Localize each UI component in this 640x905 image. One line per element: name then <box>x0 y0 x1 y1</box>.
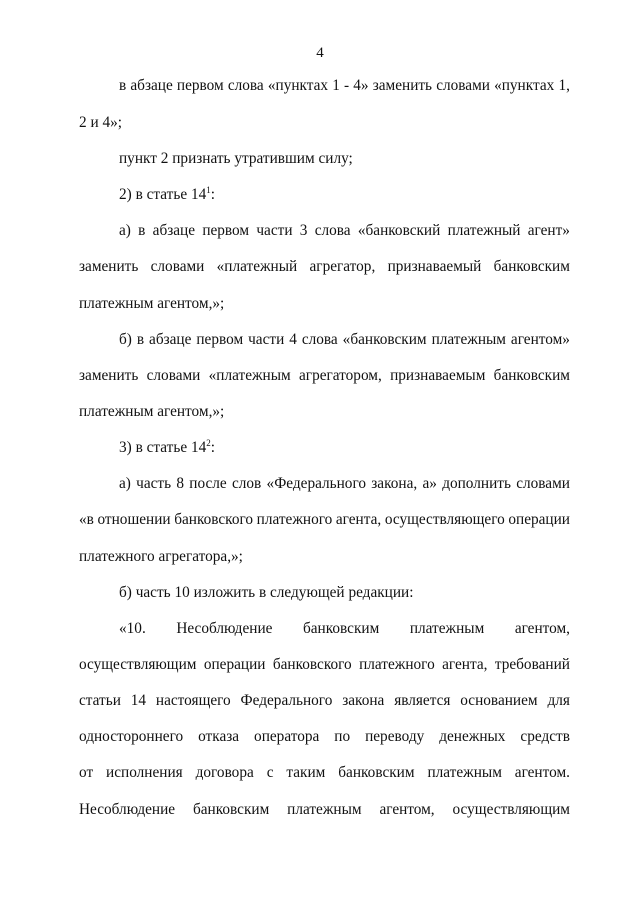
word: настоящего <box>155 692 231 709</box>
text-line <box>79 258 570 276</box>
text-line <box>119 77 570 95</box>
text-line <box>79 728 570 746</box>
word: банковским <box>493 367 570 384</box>
text-line <box>79 801 570 819</box>
word: по <box>334 728 351 745</box>
word: агента, <box>335 511 382 528</box>
word: статьи <box>79 692 121 709</box>
word: агрегатор, <box>309 258 376 275</box>
text-line <box>119 222 570 240</box>
word: заменить <box>79 367 139 384</box>
word: платежным <box>287 801 362 818</box>
word: основанием <box>460 692 538 709</box>
word: таким <box>286 764 326 781</box>
word: а» <box>422 475 437 492</box>
word: в <box>138 222 146 239</box>
word: дополнить <box>442 475 511 492</box>
word: осуществляющего <box>384 511 505 528</box>
word: признаваемый <box>387 258 482 275</box>
word: агентом, <box>514 620 570 637</box>
word: операции <box>203 656 266 673</box>
text-line <box>119 475 570 493</box>
word: «пунктах <box>494 77 555 94</box>
text-line: б) часть 10 изложить в следующей редакции: <box>119 584 414 601</box>
word: закона, <box>371 475 418 492</box>
word: «в <box>79 511 94 528</box>
word: «Федерального <box>266 475 366 492</box>
text-line <box>79 692 570 710</box>
text-line <box>119 620 570 638</box>
text-line <box>79 764 570 782</box>
word: платежным <box>427 764 502 781</box>
word: словами <box>146 367 201 384</box>
word: переводу <box>365 728 425 745</box>
word: части <box>248 331 285 348</box>
text-line: платежного агрегатора,»; <box>79 548 243 565</box>
word: первом <box>202 222 250 239</box>
word: является <box>394 692 451 709</box>
word: платежного <box>256 511 333 528</box>
word: 1, <box>558 77 570 94</box>
word: для <box>547 692 570 709</box>
word: платежным <box>409 620 485 637</box>
word: «пунктах <box>267 77 329 94</box>
word: банковским <box>338 764 415 781</box>
word: закона <box>342 692 385 709</box>
word: часть <box>136 475 172 492</box>
word: первом <box>196 331 244 348</box>
word: средств <box>520 728 570 745</box>
word: 4» <box>353 77 369 94</box>
word: абзаце <box>130 77 173 94</box>
word: Несоблюдение <box>79 801 176 818</box>
text-line: платежным агентом,»; <box>79 403 225 420</box>
word: абзаце <box>152 222 196 239</box>
word: слова <box>227 77 264 94</box>
word: договора <box>195 764 254 781</box>
word: денежных <box>439 728 506 745</box>
word: признаваемым <box>390 367 486 384</box>
word: в <box>119 77 127 94</box>
word: б) <box>119 331 132 348</box>
word: банковским <box>493 258 570 275</box>
word: агентом, <box>379 801 435 818</box>
word: платежный <box>447 222 521 239</box>
text-line <box>79 511 570 529</box>
word: оператора <box>254 728 320 745</box>
word: банковским <box>192 801 270 818</box>
word: отношении <box>97 511 171 528</box>
word: словами <box>436 77 490 94</box>
word: одностороннего <box>79 728 184 745</box>
word: 14 <box>130 692 147 709</box>
word: «10. <box>119 620 146 637</box>
word: с <box>266 764 274 781</box>
word: осуществляющим <box>79 656 197 673</box>
word: агентом. <box>514 764 570 781</box>
word: а) <box>119 222 131 239</box>
word: слов <box>231 475 262 492</box>
word: слова <box>314 222 351 239</box>
word: первом <box>176 77 224 94</box>
word: агент» <box>527 222 570 239</box>
word: 4 <box>289 331 297 348</box>
word: словами <box>150 258 205 275</box>
word: банковского <box>272 656 352 673</box>
word: заменить <box>79 258 139 275</box>
word: «платежным <box>208 367 291 384</box>
word: после <box>189 475 227 492</box>
text-line: 2) в статье $14^1$: <box>119 184 215 203</box>
word: а) <box>119 475 131 492</box>
word: «банковский <box>357 222 441 239</box>
word: 3 <box>299 222 308 239</box>
page-number: 4 <box>316 45 324 61</box>
text-line <box>119 331 570 349</box>
word: абзаце <box>149 331 192 348</box>
word: - <box>344 77 350 94</box>
word: платежным <box>431 331 506 348</box>
text-line: пункт 2 признать утратившим силу; <box>119 150 353 167</box>
word: агрегатором, <box>299 367 382 384</box>
word: 1 <box>332 77 340 94</box>
text-line: 2 и 4»; <box>79 114 123 131</box>
word: Федерального <box>240 692 333 709</box>
text-line: платежным агентом,»; <box>79 295 225 312</box>
word: исполнения <box>106 764 183 781</box>
word: 8 <box>176 475 185 492</box>
text-line <box>79 656 570 674</box>
word: агентом» <box>510 331 570 348</box>
word: «платежный <box>216 258 298 275</box>
word: агента, <box>442 656 488 673</box>
word: требований <box>494 656 570 673</box>
word: банковским <box>302 620 380 637</box>
word: от <box>79 764 94 781</box>
word: операции <box>508 511 570 528</box>
word: платежного <box>359 656 435 673</box>
word: части <box>256 222 293 239</box>
text-line: 3) в статье $14^2$: <box>119 437 215 456</box>
word: осуществляющим <box>452 801 570 818</box>
word: заменить <box>372 77 433 94</box>
word: «банковским <box>342 331 427 348</box>
word: банковского <box>174 511 254 528</box>
text-line <box>79 367 570 385</box>
word: Несоблюдение <box>176 620 273 637</box>
word: в <box>136 331 145 348</box>
word: отказа <box>198 728 240 745</box>
word: слова <box>301 331 338 348</box>
word: словами <box>516 475 570 492</box>
